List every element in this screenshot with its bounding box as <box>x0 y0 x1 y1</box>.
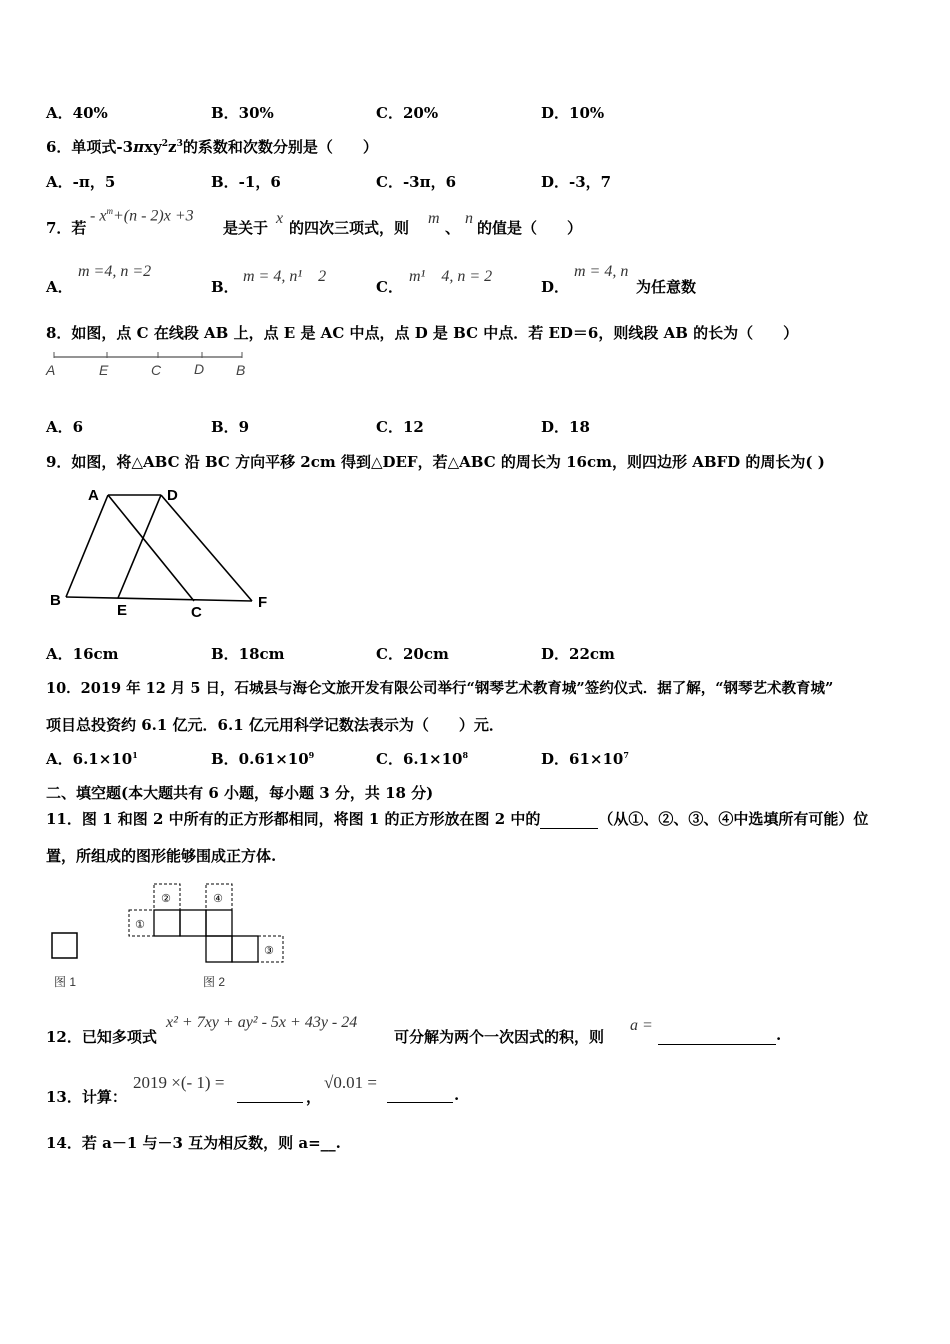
side-df <box>161 495 252 601</box>
q12-prefix: 12．已知多项式 <box>46 1028 157 1046</box>
q10-option-a: A．$6.1\times 10^1$ <box>46 750 138 768</box>
fig2-caption: 图 2 <box>203 975 226 989</box>
q9-option-c: C．20cm <box>376 645 449 663</box>
q9-option-d: D．22cm <box>541 645 615 663</box>
section-2-title: 二、填空题(本大题共有 6 小题，每小题 3 分，共 18 分) <box>46 784 434 802</box>
q13-expression-2: √0.01 = <box>324 1073 377 1092</box>
q11-stem-line1: 11．图 1 和图 2 中所有的正方形都相同，将图 1 的正方形放在图 2 中的 （从①、②、③、④中选填所有可能）位 <box>46 810 869 828</box>
label-c: C <box>151 362 162 378</box>
label-b: B <box>50 592 61 609</box>
side-ab <box>66 495 108 597</box>
q11-answer-blank[interactable] <box>540 813 598 829</box>
net-square-2 <box>180 910 206 936</box>
side-ac <box>108 495 194 601</box>
q7-mid2: 的四次三项式，则 <box>289 219 410 237</box>
q7-option-b-label: B． <box>211 278 239 296</box>
label-a: A <box>46 362 56 378</box>
q6-option-c: C．-3π，6 <box>376 173 457 191</box>
label-c: C <box>191 604 202 621</box>
q6-option-d: D．-3，7 <box>541 173 612 191</box>
q9-option-b: B．18cm <box>211 645 285 663</box>
q8-stem: 8．如图，点 C 在线段 AB 上，点 E 是 AC 中点，点 D 是 BC 中点．若 ED＝6，则线段 AB 的长为（ ） <box>46 324 799 342</box>
q10-option-b: B．$0.61\times 10^9$ <box>211 750 315 768</box>
label-e: E <box>99 362 109 378</box>
q6-stem: 6．单项式$-3\pi xy^2z^3$的系数和次数分别是（ ） <box>46 138 378 156</box>
q7-option-a-math: m =4, n =2 <box>78 263 152 280</box>
q11-stem-line2: 置，所组成的图形能够围成正方体. <box>46 847 277 865</box>
q7-mid1: 是关于 <box>223 219 269 237</box>
q7-separator: 、 <box>445 219 461 237</box>
q12-middle: 可分解为两个一次因式的积，则 <box>394 1028 605 1046</box>
q7-expression: - $x^m+(n - 2)x +3$ <box>90 206 194 225</box>
q6-option-a: A．-π，5 <box>46 173 116 191</box>
q14-stem: 14．若 a－1 与－3 互为相反数，则 a=__. <box>46 1134 341 1152</box>
q12-suffix: . <box>776 1026 782 1044</box>
position-1-label: ① <box>135 919 145 931</box>
position-4-label: ④ <box>213 893 223 905</box>
position-2-label: ② <box>161 893 171 905</box>
q13-blank-1[interactable] <box>237 1084 303 1103</box>
q8-option-a: A．6 <box>46 418 84 436</box>
q5-option-a: A．40% <box>46 104 108 122</box>
q6-option-b: B．-1，6 <box>211 173 281 191</box>
label-e: E <box>117 602 128 619</box>
q10-stem-line1: 10．2019 年 12 月 5 日，石城县与海仑文旅开发有限公司举行“钢琴艺术教育城”签约仪式．据了解，“钢琴艺术教育城” <box>46 680 834 697</box>
q13-expression-1: 2019 ×(- 1) = <box>133 1073 225 1092</box>
q7-option-d-label: D． <box>541 278 570 296</box>
q9-option-a: A．16cm <box>46 645 119 663</box>
q7-suffix: 的值是（ ） <box>477 219 583 237</box>
label-d: D <box>167 487 178 504</box>
q7-prefix: 7．若 <box>46 219 87 237</box>
net-square-4 <box>206 936 232 962</box>
q7-option-b-math: m = 4, n¹ 2 <box>243 268 327 285</box>
side-de <box>118 495 161 598</box>
q10-option-c: C．$6.1\times 10^8$ <box>376 750 469 768</box>
net-square-1 <box>154 910 180 936</box>
label-a: A <box>88 487 99 504</box>
q7-var-n: n <box>465 210 473 227</box>
q13-comma: ， <box>306 1088 322 1106</box>
q8-option-b: B．9 <box>211 418 250 436</box>
q13-blank-2[interactable] <box>387 1084 453 1103</box>
q8-option-d: D．18 <box>541 418 590 436</box>
q7-option-c-label: C． <box>376 278 403 296</box>
q9-stem: 9．如图，将△ABC 沿 BC 方向平移 2cm 得到△DEF，若△ABC 的周长为 16cm，则四边形 ABFD 的周长为( ) <box>46 453 825 471</box>
q8-segment-figure <box>40 348 260 382</box>
q13-prefix: 13．计算： <box>46 1088 127 1106</box>
q11-cube-net-figures <box>44 876 294 992</box>
position-3-label: ③ <box>264 945 274 957</box>
q5-option-c: C．20% <box>376 104 439 122</box>
q7-var-x: x <box>276 210 284 227</box>
q8-option-c: C．12 <box>376 418 424 436</box>
q12-answer-blank[interactable] <box>658 1026 776 1045</box>
q10-stem-line2: 项目总投资约 6.1 亿元．6.1 亿元用科学记数法表示为（ ）元． <box>46 716 504 734</box>
net-square-5 <box>232 936 258 962</box>
q7-var-m: m <box>428 210 440 227</box>
q5-option-d: D．10% <box>541 104 605 122</box>
q12-polynomial: x² + 7xy + ay² - 5x + 43y - 24 <box>166 1014 358 1031</box>
q10-option-d: D．$61\times 10^7$ <box>541 750 629 768</box>
q9-triangle-figure <box>44 480 284 625</box>
net-square-3 <box>206 910 232 936</box>
side-bf <box>66 597 252 601</box>
q5-option-b: B．30% <box>211 104 274 122</box>
label-b: B <box>236 362 246 378</box>
q13-suffix: . <box>454 1086 460 1104</box>
label-d: D <box>194 361 205 377</box>
q7-option-a-label: A． <box>46 278 73 296</box>
label-f: F <box>258 594 268 611</box>
q7-option-c-math: m¹ 4, n = 2 <box>409 268 493 285</box>
fig1-square <box>52 933 77 958</box>
q7-option-d-tail: 为任意数 <box>636 278 697 296</box>
q12-variable: a = <box>630 1017 653 1034</box>
q7-option-d-math: m = 4, n <box>574 263 629 280</box>
fig1-caption: 图 1 <box>54 975 77 989</box>
